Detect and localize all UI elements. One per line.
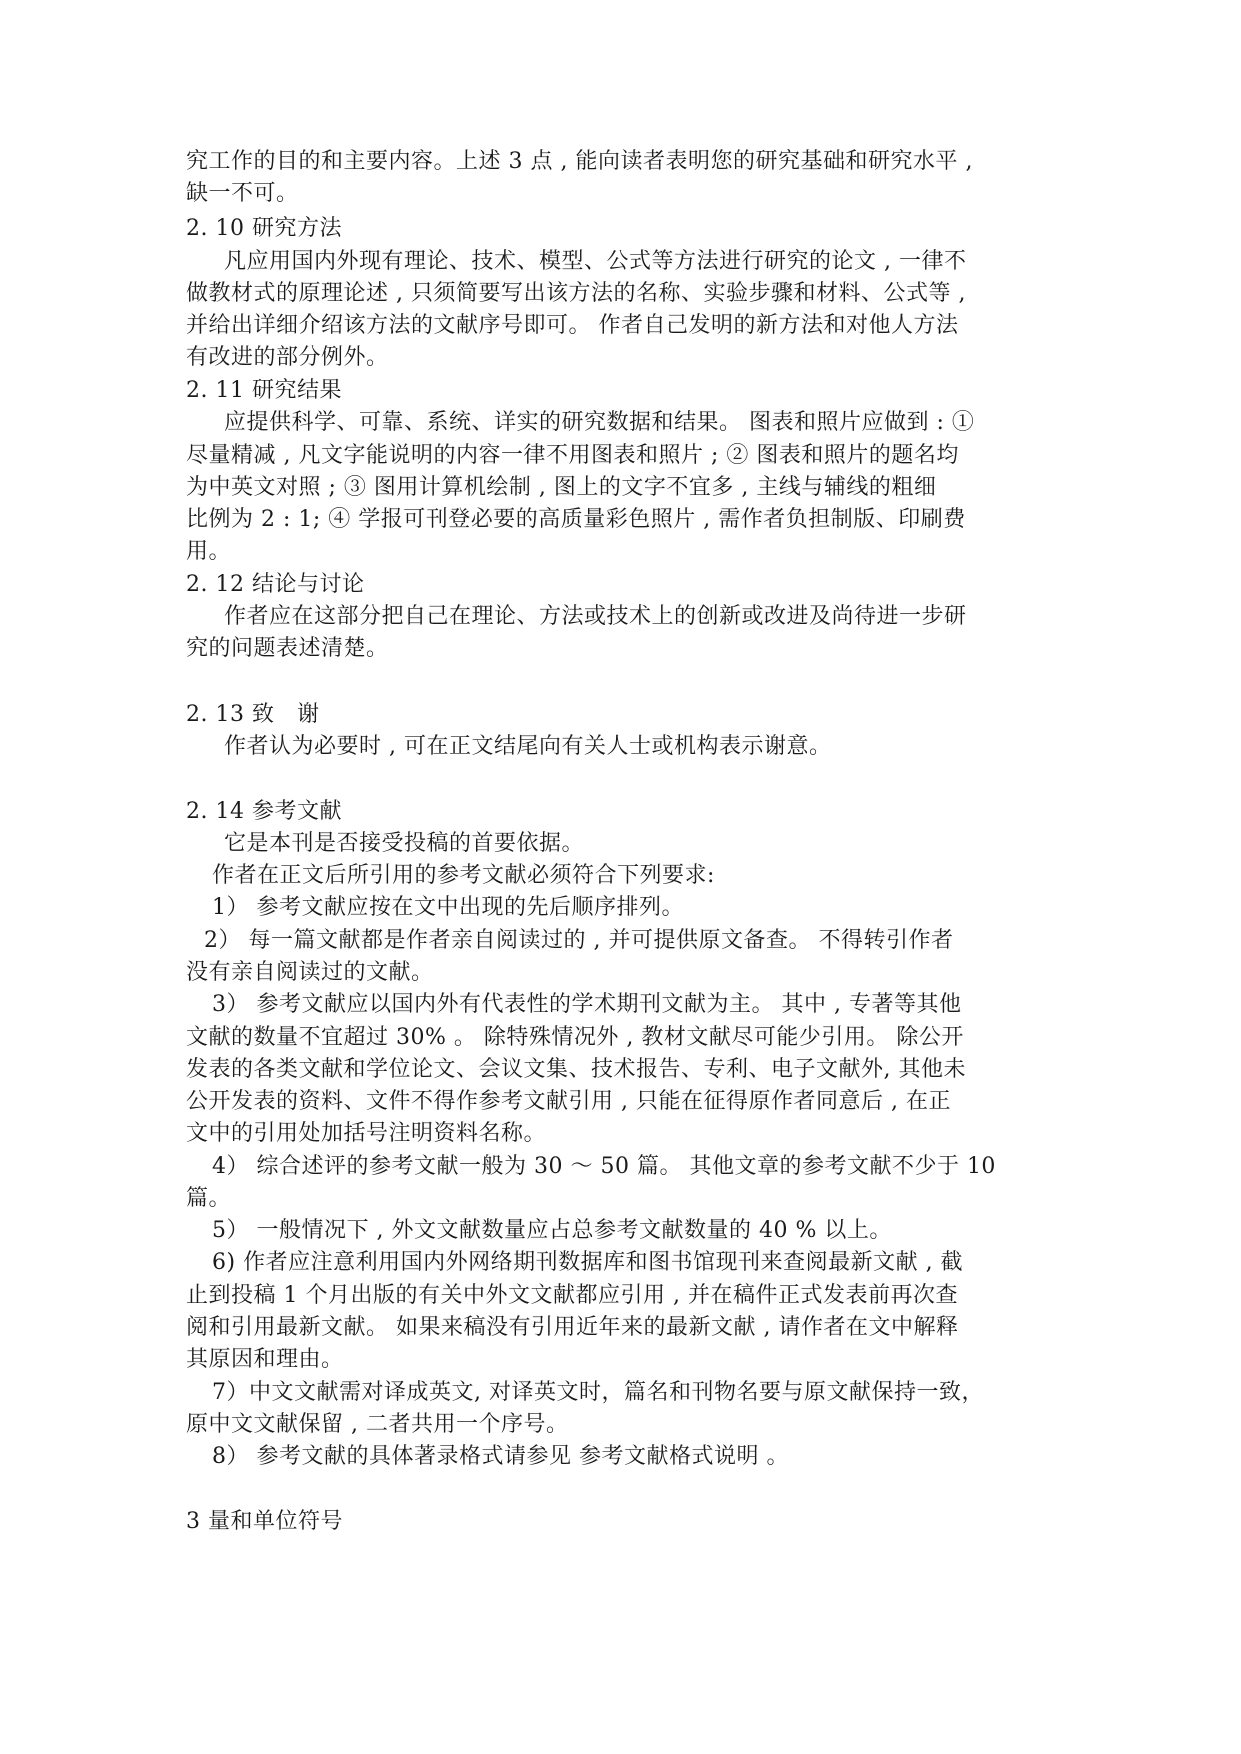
text-line: 究的问题表述清楚。: [186, 636, 389, 661]
text-line: 作者认为必要时 , 可在正文结尾向有关人士或机构表示谢意。: [224, 734, 832, 759]
text-line: 阅和引用最新文献。 如果来稿没有引用近年来的最新文献 , 请作者在文中解释: [186, 1315, 959, 1340]
text-line: 用。: [186, 539, 232, 564]
section-heading: 2. 14 参考文献: [186, 799, 342, 824]
text-line: 应提供科学、可靠、系统、详实的研究数据和结果。 图表和照片应做到 : ①: [224, 410, 975, 435]
text-line: 作者应在这部分把自己在理论、方法或技术上的创新或改进及尚待进一步研: [224, 604, 967, 629]
list-item: 3） 参考文献应以国内外有代表性的学术期刊文献为主。 其中 , 专著等其他: [212, 992, 962, 1017]
section-heading: 2. 10 研究方法: [186, 216, 342, 241]
text-line: 为中英文对照 ; ③ 图用计算机绘制 , 图上的文字不宜多 , 主线与辅线的粗细: [186, 475, 937, 500]
section-heading: 2. 13 致 谢: [186, 702, 320, 727]
text-line: 凡应用国内外现有理论、技术、模型、公式等方法进行研究的论文 , 一律不: [224, 249, 967, 274]
text-line: 缺一不可。: [186, 181, 299, 206]
section-heading: 2. 12 结论与讨论: [186, 572, 365, 597]
text-line: 做教材式的原理论述 , 只须简要写出该方法的名称、实验步骤和材料、公式等 ,: [186, 281, 966, 306]
section-heading: 3 量和单位符号: [186, 1509, 343, 1534]
text-line: 比例为 2 : 1; ④ 学报可刊登必要的高质量彩色照片 , 需作者负担制版、印刷费: [186, 507, 966, 532]
text-line: 篇。: [186, 1186, 232, 1211]
list-item: 6) 作者应注意利用国内外网络期刊数据库和图书馆现刊来查阅最新文献 , 截: [212, 1250, 964, 1275]
text-line: 作者在正文后所引用的参考文献必须符合下列要求:: [212, 863, 715, 888]
text-line: 文献的数量不宜超过 30% 。 除特殊情况外 , 教材文献尽可能少引用。 除公开: [186, 1025, 964, 1050]
text-line: 它是本刊是否接受投稿的首要依据。: [224, 831, 585, 856]
text-line: 其原因和理由。: [186, 1347, 344, 1372]
list-item: 4） 综合述评的参考文献一般为 30 ～ 50 篇。 其他文章的参考文献不少于 10: [212, 1154, 996, 1179]
list-item: 1） 参考文献应按在文中出现的先后顺序排列。: [212, 895, 684, 920]
text-line: 究工作的目的和主要内容。上述 3 点 , 能向读者表明您的研究基础和研究水平 ,: [186, 149, 973, 174]
list-item: 8） 参考文献的具体著录格式请参见 参考文献格式说明 。: [212, 1444, 789, 1469]
text-line: 没有亲自阅读过的文献。: [186, 960, 434, 985]
text-line: 并给出详细介绍该方法的文献序号即可。 作者自己发明的新方法和对他人方法: [186, 313, 959, 338]
text-line: 发表的各类文献和学位论文、会议文集、技术报告、专利、电子文献外, 其他未: [186, 1057, 966, 1082]
list-item: 7）中文文献需对译成英文, 对译英文时，篇名和刊物名要与原文献保持一致，: [212, 1380, 984, 1405]
text-line: 原中文文献保留 , 二者共用一个序号。: [186, 1412, 569, 1437]
section-heading: 2. 11 研究结果: [186, 378, 342, 403]
text-line: 公开发表的资料、文件不得作参考文献引用 , 只能在征得原作者同意后 , 在正: [186, 1089, 951, 1114]
text-line: 尽量精减 , 凡文字能说明的内容一律不用图表和照片 ; ② 图表和照片的题名均: [186, 443, 959, 468]
list-item: 2） 每一篇文献都是作者亲自阅读过的 , 并可提供原文备查。 不得转引作者: [204, 928, 954, 953]
list-item: 5） 一般情况下 , 外文文献数量应占总参考文献数量的 40 % 以上。: [212, 1218, 892, 1243]
text-line: 有改进的部分例外。: [186, 345, 389, 370]
text-line: 文中的引用处加括号注明资料名称。: [186, 1121, 547, 1146]
text-line: 止到投稿 1 个月出版的有关中外文文献都应引用 , 并在稿件正式发表前再次查: [186, 1283, 958, 1308]
